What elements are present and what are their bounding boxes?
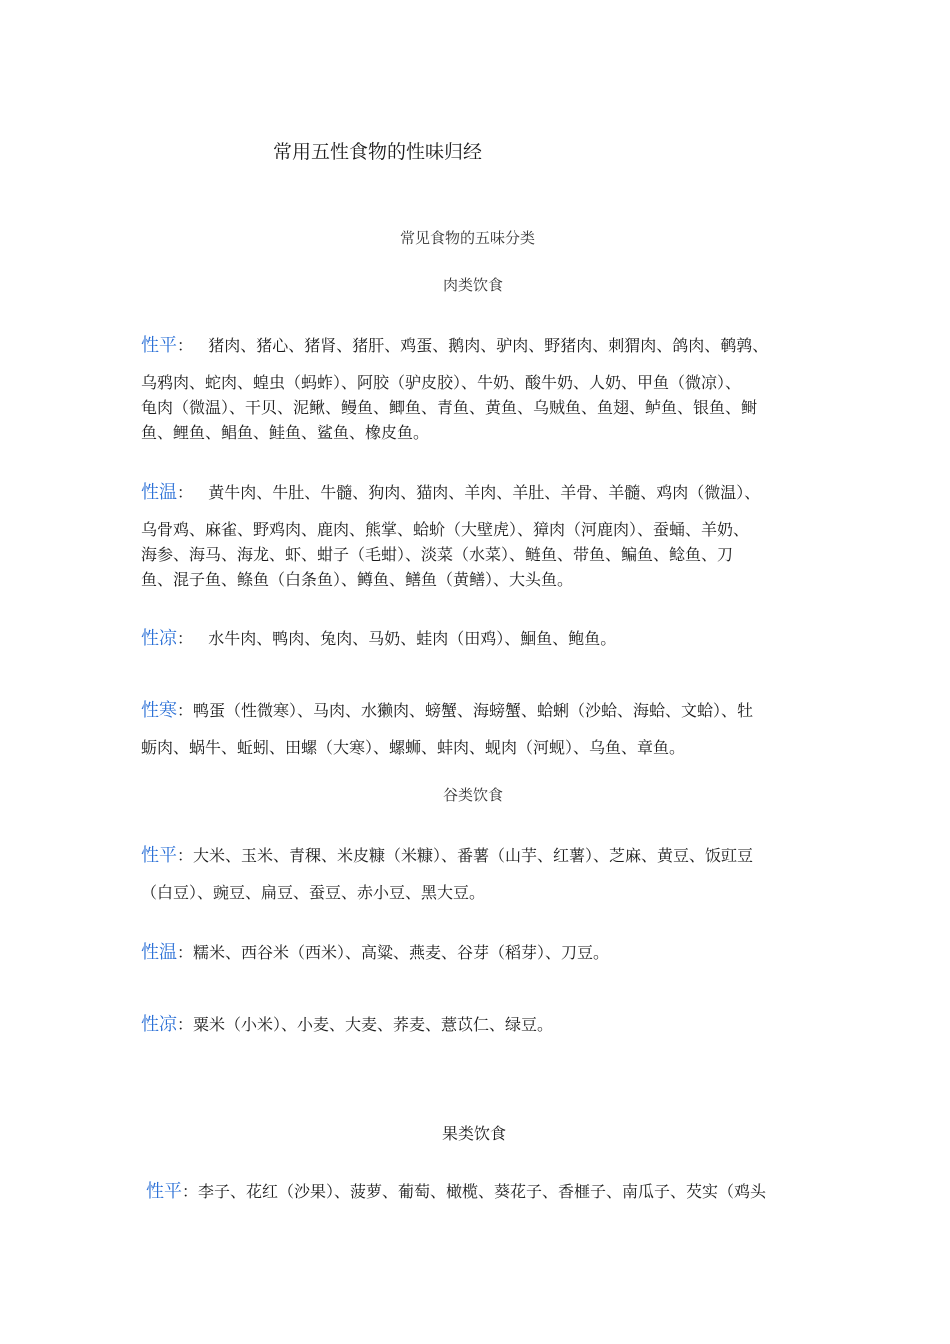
line-text: ：糯米、西谷米（西米）、高粱、燕麦、谷芽（稻芽）、刀豆。 [177, 943, 610, 962]
line-text: ：鸭蛋（性微寒）、马肉、水獭肉、螃蟹、海螃蟹、蛤蜊（沙蛤、海蛤、文蛤）、牡 [177, 701, 754, 720]
meat-cool-paragraph [141, 627, 809, 663]
grain-neutral-paragraph [141, 844, 809, 905]
meat-warm-paragraph [141, 481, 809, 592]
nature-label: 性平 [146, 1181, 182, 1202]
line-text: ： 猪肉、猪心、猪肾、猪肝、鸡蛋、鹅肉、驴肉、野猪肉、刺猬肉、鸽肉、鹌鹑、 [177, 336, 769, 355]
nature-label: 性平 [141, 845, 177, 866]
nature-label: 性平 [141, 335, 177, 356]
grain-warm-paragraph [141, 941, 809, 977]
nature-label: 性寒 [141, 700, 177, 721]
paragraph-line: 乌骨鸡、麻雀、野鸡肉、鹿肉、熊掌、蛤蚧（大壁虎）、獐肉（河鹿肉）、蚕蛹、羊奶、 [141, 520, 750, 539]
nature-label: 性凉 [141, 628, 177, 649]
paragraph-line [141, 334, 809, 370]
line-text: ： 水牛肉、鸭肉、兔肉、马奶、蛙肉（田鸡）、鮰鱼、鲍鱼。 [177, 629, 617, 648]
section-heading-fruit: 果类饮食 [442, 1124, 507, 1143]
section-heading-grain: 谷类饮食 [443, 786, 504, 804]
nature-label: 性凉 [141, 1014, 177, 1035]
paragraph-line [141, 1013, 809, 1049]
nature-label: 性温 [141, 942, 177, 963]
line-text: ：粟米（小米）、小麦、大麦、荞麦、薏苡仁、绿豆。 [177, 1015, 554, 1034]
paragraph-line [141, 699, 809, 735]
meat-cold-paragraph [141, 699, 809, 760]
paragraph-line [141, 627, 809, 663]
line-text: ： 黄牛肉、牛肚、牛髓、狗肉、猫肉、羊肉、羊肚、羊骨、羊髓、鸡肉（微温）、 [177, 483, 761, 502]
grain-cool-paragraph [141, 1013, 809, 1049]
paragraph-line: 鱼、混子鱼、鲦鱼（白条鱼）、鳟鱼、鳝鱼（黄鳝）、大头鱼。 [141, 570, 574, 589]
page-title: 常用五性食物的性味归经 [273, 141, 483, 163]
nature-label: 性温 [141, 482, 177, 503]
meat-neutral-paragraph [141, 334, 809, 445]
paragraph-line: 龟肉（微温）、干贝、泥鳅、鳗鱼、鲫鱼、青鱼、黄鱼、乌贼鱼、鱼翅、鲈鱼、银鱼、鲥 [141, 398, 758, 417]
paragraph-line: 蛎肉、蜗牛、蚯蚓、田螺（大寒）、螺蛳、蚌肉、蚬肉（河蚬）、乌鱼、章鱼。 [141, 738, 686, 757]
paragraph-line [141, 481, 809, 517]
subtitle: 常见食物的五味分类 [400, 229, 536, 247]
paragraph-line: （白豆）、豌豆、扁豆、蚕豆、赤小豆、黑大豆。 [141, 883, 486, 902]
line-text: ：李子、花红（沙果）、菠萝、葡萄、橄榄、葵花子、香榧子、南瓜子、芡实（鸡头 [182, 1182, 767, 1201]
paragraph-line: 乌鸦肉、蛇肉、蝗虫（蚂蚱）、阿胶（驴皮胶）、牛奶、酸牛奶、人奶、甲鱼（微凉）、 [141, 373, 742, 392]
section-heading-meat: 肉类饮食 [443, 276, 504, 294]
paragraph-line: 鱼、鲤鱼、鲳鱼、鲑鱼、鲨鱼、橡皮鱼。 [141, 423, 430, 442]
paragraph-line [146, 1180, 814, 1216]
fruit-neutral-paragraph [146, 1180, 814, 1216]
paragraph-line [141, 844, 809, 880]
paragraph-line [141, 941, 809, 977]
line-text: ：大米、玉米、青稞、米皮糠（米糠）、番薯（山芋、红薯）、芝麻、黄豆、饭豇豆 [177, 846, 754, 865]
paragraph-line: 海参、海马、海龙、虾、蚶子（毛蚶）、淡菜（水菜）、鲢鱼、带鱼、鳊鱼、鲶鱼、刀 [141, 545, 734, 564]
